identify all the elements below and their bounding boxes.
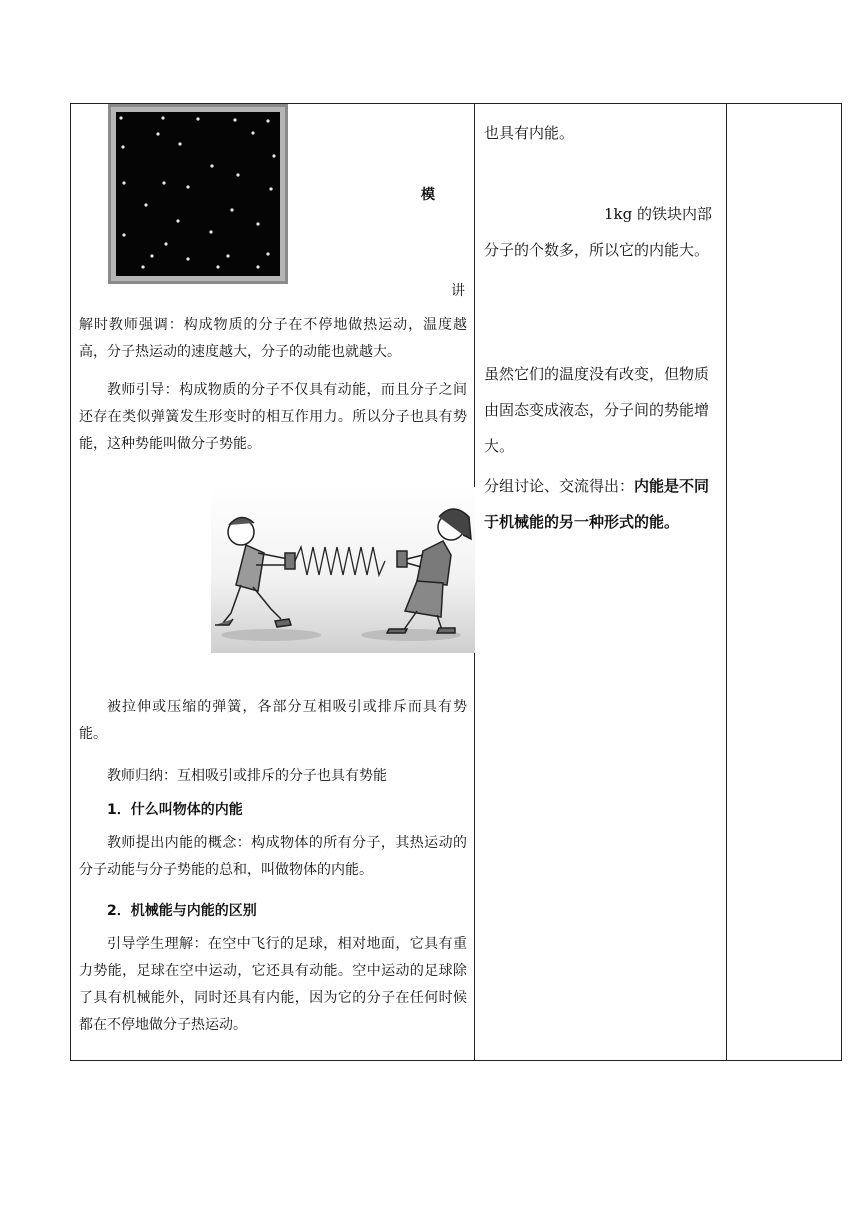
conclusion-bold: 内能是不同于机械能的另一种形式的能。 <box>484 477 710 531</box>
model-label: 模 <box>421 187 435 203</box>
spring-tug-figure <box>211 487 475 653</box>
student-note-1: 也具有内能。 <box>484 124 575 142</box>
paragraph-concept: 教师提出内能的概念：构成物体的所有分子，其热运动的分子动能与分子势能的总和，叫做物体的内能。 <box>79 835 467 878</box>
paragraph-football: 引导学生理解：在空中飞行的足球，相对地面，它具有重力势能，足球在空中运动，它还具有动能。空中运动的足球除了具有机械能外，同时还具有内能，因为它的分子在任何时候都在不停地做分子热运动。 <box>79 936 467 1033</box>
student-note-phase-change: 虽然它们的温度没有改变，但物质由固态变成液态，分子间的势能增大。 <box>484 365 710 455</box>
paragraph-summary: 教师归纳：互相吸引或排斥的分子也具有势能 <box>107 768 387 784</box>
student-activity-column <box>475 104 727 1060</box>
lesson-table <box>70 103 842 1061</box>
notes-column <box>727 104 843 1060</box>
conclusion-prefix: 分组讨论、交流得出： <box>484 477 635 495</box>
paragraph-guide: 教师引导：构成物质的分子不仅具有动能，而且分子之间还存在类似弹簧发生形变时的相互作用力。所以分子也具有势能，这种势能叫做分子势能。 <box>79 382 467 452</box>
student-conclusion <box>484 468 722 540</box>
teacher-activity-column <box>71 104 475 1060</box>
heading-difference: 2．机械能与内能的区别 <box>107 903 257 919</box>
molecule-motion-figure <box>108 104 288 284</box>
lecture-label: 讲 <box>451 283 465 299</box>
paragraph-spring: 被拉伸或压缩的弹簧，各部分互相吸引或排斥而具有势能。 <box>79 699 467 742</box>
paragraph-emphasis: 解时教师强调：构成物质的分子在不停地做热运动，温度越高，分子热运动的速度越大，分子的动能也就越大。 <box>79 317 467 360</box>
heading-internal-energy: 1．什么叫物体的内能 <box>107 802 243 818</box>
student-note-iron: 1kg 的铁块内部分子的个数多，所以它的内能大。 <box>484 205 713 259</box>
